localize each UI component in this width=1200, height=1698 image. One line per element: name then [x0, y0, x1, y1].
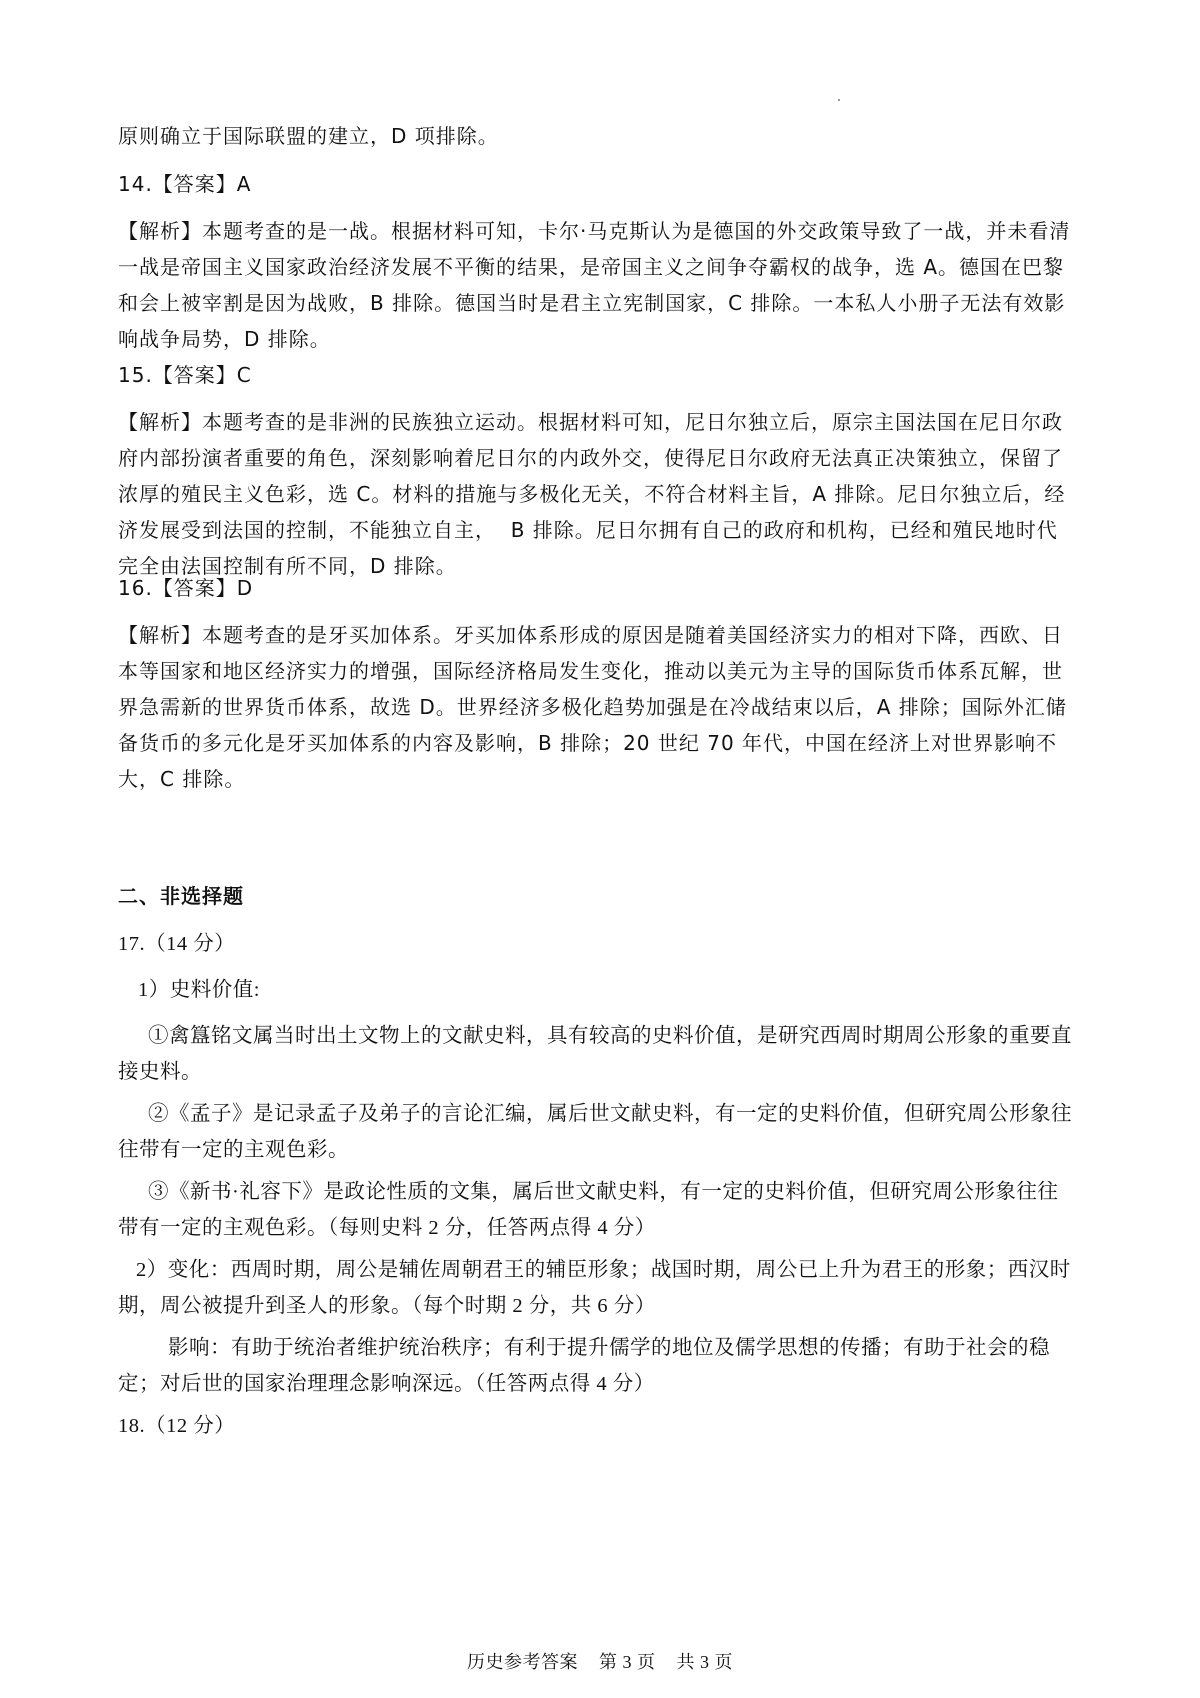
- q16-answer: 16.【答案】D: [118, 576, 254, 600]
- footer-page: 第 3 页: [599, 1652, 656, 1672]
- section-heading: 二、非选择题: [118, 884, 244, 908]
- q17-part1-b: ②《孟子》是记录孟子及弟子的言论汇编，属后世文献史料，有一定的史料价值，但研究周公形象往往带有一定的主观色彩。: [118, 1103, 1072, 1161]
- page-footer: [0, 1648, 1200, 1674]
- q14-analysis: 【解析】本题考查的是一战。根据材料可知，卡尔·马克斯认为是德国的外交政策导致了一战，并未看清一战是帝国主义国家政治经济发展不平衡的结果，是帝国主义之间争夺霸权的战争，选 A。德国在巴黎和会上被宰割是因为战败，B 排除。德国当时是君主立宪制国家，C 排除。一本私人小册子无法有效影响战争局势，D 排除。: [118, 219, 1071, 351]
- scan-speck: [838, 99, 840, 101]
- q17-part1-c: ③《新书·礼容下》是政论性质的文集，属后世文献史料，有一定的史料价值，但研究周公形象往往带有一定的主观色彩。（每则史料 2 分，任答两点得 4 分）: [118, 1181, 1059, 1239]
- q17-heading: 17.（14 分）: [118, 933, 236, 955]
- q17-part1-a: ①禽簋铭文属当时出土文物上的文献史料，具有较高的史料价值，是研究西周时期周公形象的重要直接史料。: [118, 1025, 1072, 1083]
- q18-heading: 18.（12 分）: [118, 1415, 236, 1437]
- text-line: 原则确立于国际联盟的建立，D 项排除。: [118, 124, 499, 148]
- q15-answer: 15.【答案】C: [118, 363, 252, 387]
- footer-total: 共 3 页: [676, 1652, 733, 1672]
- q17-part1: 1）史料价值:: [138, 979, 260, 1001]
- q17-part3: 影响：有助于统治者维护统治秩序；有利于提升儒学的地位及儒学思想的传播；有助于社会的稳定；对后世的国家治理理念影响深远。（任答两点得 4 分）: [118, 1337, 1050, 1395]
- footer-title: 历史参考答案: [467, 1652, 578, 1672]
- q15-analysis: 【解析】本题考查的是非洲的民族独立运动。根据材料可知，尼日尔独立后，原宗主国法国在尼日尔政府内部扮演者重要的角色，深刻影响着尼日尔的内政外交，使得尼日尔政府无法真正决策独立，保留了浓厚的殖民主义色彩，选 C。材料的措施与多极化无关，不符合材料主旨，A 排除。尼日尔独立后，经济发展受到法国的控制，不能独立自主， B 排除。尼日尔拥有自己的政府和机构，已经和殖民地时代完全由法国控制有所不同，D 排除。: [118, 410, 1066, 578]
- q17-part2: 2）变化：西周时期，周公是辅佐周朝君王的辅臣形象；战国时期，周公已上升为君王的形象；西汉时期，周公被提升到圣人的形象。（每个时期 2 分，共 6 分）: [118, 1259, 1071, 1317]
- q16-analysis: 【解析】本题考查的是牙买加体系。牙买加体系形成的原因是随着美国经济实力的相对下降，西欧、日本等国家和地区经济实力的增强，国际经济格局发生变化，推动以美元为主导的国际货币体系瓦解，世界急需新的世界货币体系，故选 D。世界经济多极化趋势加强是在冷战结束以后，A 排除；国际外汇储备货币的多元化是牙买加体系的内容及影响，B 排除；20 世纪 70 年代，中国在经济上对世界影响不大，C 排除。: [118, 623, 1067, 791]
- q14-answer: 14.【答案】A: [118, 172, 252, 196]
